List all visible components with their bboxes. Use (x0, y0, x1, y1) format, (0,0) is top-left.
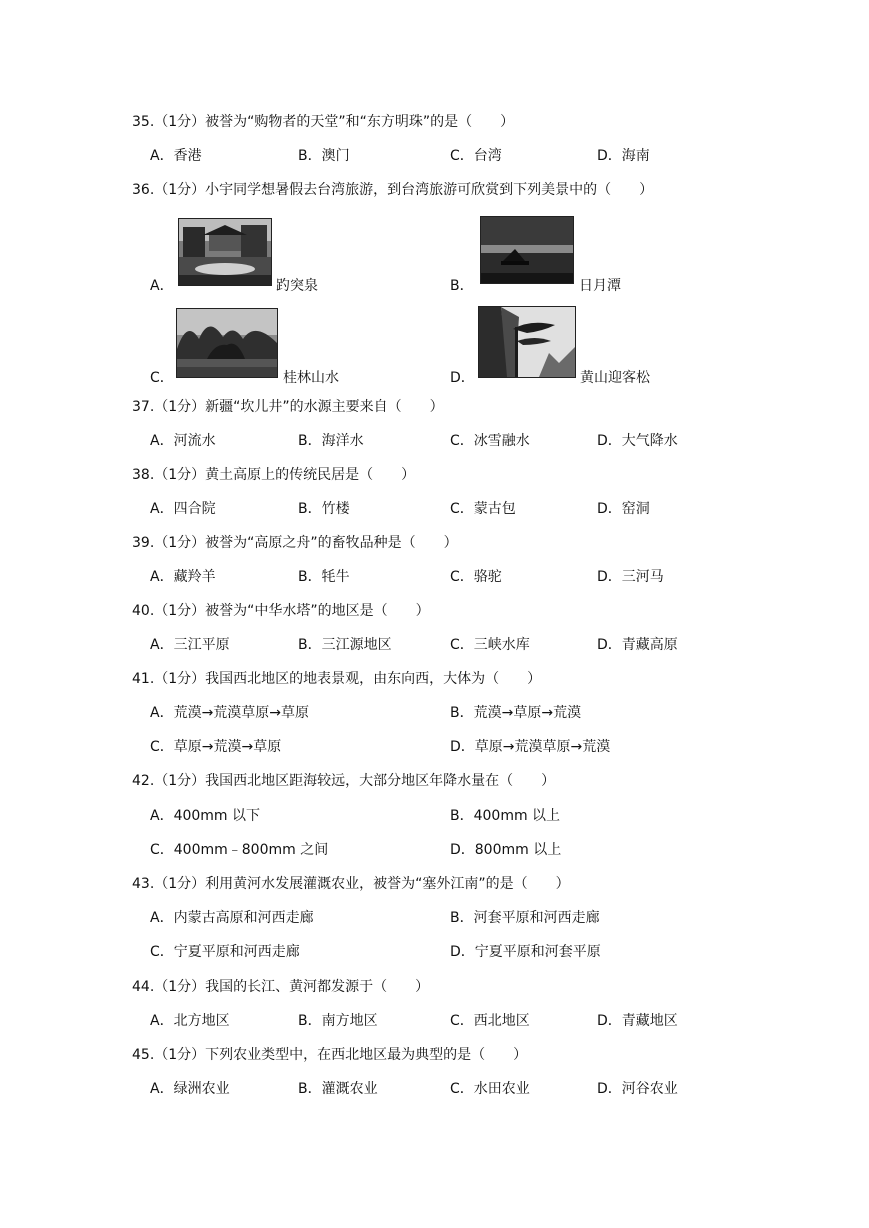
question-38-stem: 38.（1分）黄土高原上的传统民居是（ ） (132, 467, 416, 483)
question-38-option-a: A．四合院 (150, 501, 216, 517)
question-39-option-c: C．骆驼 (450, 569, 502, 585)
question-45-option-c: C．水田农业 (450, 1081, 530, 1097)
question-39-option-b: B．牦牛 (298, 569, 350, 585)
question-43-stem: 43.（1分）利用黄河水发展灌溉农业，被誉为“塞外江南”的是（ ） (132, 876, 570, 892)
question-36-stem: 36.（1分）小宇同学想暑假去台湾旅游，到台湾旅游可欣赏到下列美景中的（ ） (132, 182, 654, 198)
guilin-landscape-photo (176, 308, 278, 378)
question-42-option-d: D．800mm 以上 (450, 842, 562, 858)
question-45-option-b: B．灌溉农业 (298, 1081, 378, 1097)
question-44-option-c: C．西北地区 (450, 1013, 530, 1029)
huangshan-welcoming-pine-photo (478, 306, 576, 378)
question-45-stem: 45.（1分）下列农业类型中，在西北地区最为典型的是（ ） (132, 1047, 528, 1063)
question-36-option-d-caption: 黄山迎客松 (580, 370, 650, 386)
question-45-option-a: A．绿洲农业 (150, 1081, 230, 1097)
question-42-option-c: C．400mm﹣800mm 之间 (150, 842, 329, 858)
question-37-option-c: C．冰雪融水 (450, 433, 530, 449)
question-42-stem: 42.（1分）我国西北地区距海较远，大部分地区年降水量在（ ） (132, 773, 556, 789)
question-37-option-a: A．河流水 (150, 433, 216, 449)
question-39-option-d: D．三河马 (597, 569, 664, 585)
question-40-option-b: B．三江源地区 (298, 637, 392, 653)
question-35-stem: 35.（1分）被誉为“购物者的天堂”和“东方明珠”的是（ ） (132, 114, 515, 130)
question-43-option-a: A．内蒙古高原和河西走廊 (150, 910, 314, 926)
question-43-option-d: D．宁夏平原和河套平原 (450, 944, 601, 960)
question-39-option-a: A．藏羚羊 (150, 569, 216, 585)
question-41-option-b: B．荒漠→草原→荒漠 (450, 705, 582, 721)
question-36-option-a-caption: 趵突泉 (276, 278, 318, 294)
question-44-option-b: B．南方地区 (298, 1013, 378, 1029)
question-45-option-d: D．河谷农业 (597, 1081, 678, 1097)
question-37-option-d: D．大气降水 (597, 433, 678, 449)
question-35-option-d: D．海南 (597, 148, 650, 164)
question-42-option-b: B．400mm 以上 (450, 808, 561, 824)
question-38-option-c: C．蒙古包 (450, 501, 516, 517)
question-41-stem: 41.（1分）我国西北地区的地表景观，由东向西，大体为（ ） (132, 671, 542, 687)
baotu-spring-photo (178, 218, 272, 286)
question-36-option-b-letter: B． (450, 278, 474, 294)
question-40-option-d: D．青藏高原 (597, 637, 678, 653)
question-36-option-b-caption: 日月潭 (579, 278, 621, 294)
question-38-option-b: B．竹楼 (298, 501, 350, 517)
question-36-option-a-letter: A． (150, 278, 174, 294)
question-43-option-c: C．宁夏平原和河西走廊 (150, 944, 300, 960)
question-44-option-d: D．青藏地区 (597, 1013, 678, 1029)
question-40-option-c: C．三峡水库 (450, 637, 530, 653)
question-44-option-a: A．北方地区 (150, 1013, 230, 1029)
question-35-option-b: B．澳门 (298, 148, 350, 164)
sun-moon-lake-photo (480, 216, 574, 284)
question-36-option-d-letter: D． (450, 370, 475, 386)
question-35-option-c: C．台湾 (450, 148, 502, 164)
question-36-option-c-caption: 桂林山水 (283, 370, 339, 386)
question-44-stem: 44.（1分）我国的长江、黄河都发源于（ ） (132, 979, 430, 995)
question-39-stem: 39.（1分）被誉为“高原之舟”的畜牧品种是（ ） (132, 535, 458, 551)
question-43-option-b: B．河套平原和河西走廊 (450, 910, 600, 926)
question-37-stem: 37.（1分）新疆“坎儿井”的水源主要来自（ ） (132, 399, 444, 415)
question-35-option-a: A．香港 (150, 148, 202, 164)
question-37-option-b: B．海洋水 (298, 433, 364, 449)
question-38-option-d: D．窑洞 (597, 501, 650, 517)
question-40-option-a: A．三江平原 (150, 637, 230, 653)
question-41-option-a: A．荒漠→荒漠草原→草原 (150, 705, 310, 721)
question-40-stem: 40.（1分）被誉为“中华水塔”的地区是（ ） (132, 603, 430, 619)
question-41-option-d: D．草原→荒漠草原→荒漠 (450, 739, 611, 755)
question-36-option-c-letter: C． (150, 370, 174, 386)
question-41-option-c: C．草原→荒漠→草原 (150, 739, 282, 755)
question-42-option-a: A．400mm 以下 (150, 808, 261, 824)
